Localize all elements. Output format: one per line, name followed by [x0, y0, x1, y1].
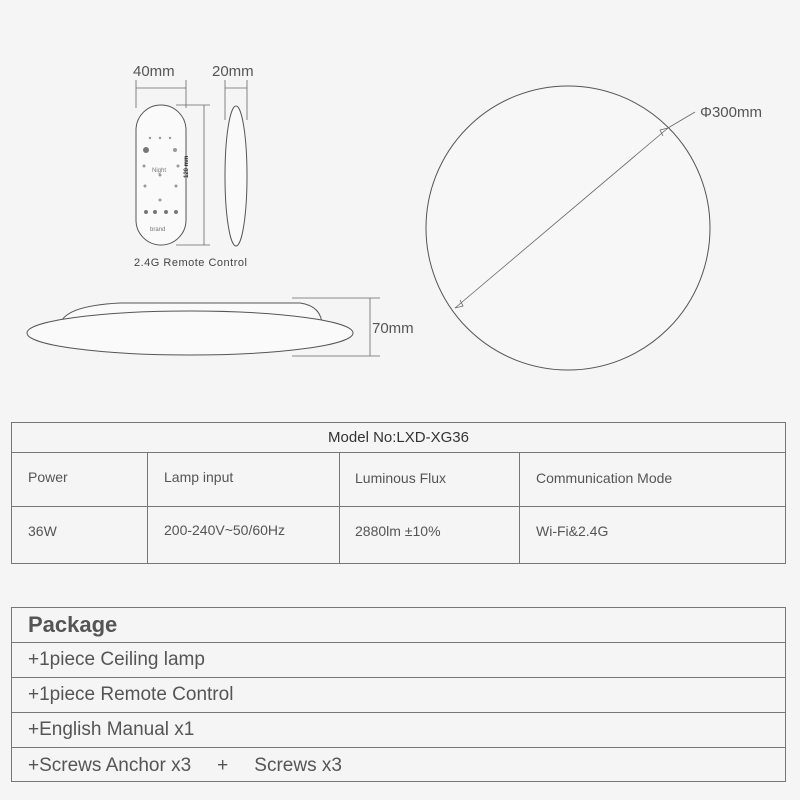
package-table [11, 607, 786, 782]
remote-width-label: 40mm [133, 63, 175, 80]
value-lamp-input: 200-240V~50/60Hz [164, 522, 286, 538]
value-power: 36W [28, 523, 57, 539]
header-lamp-input: Lamp input [164, 469, 234, 485]
remote-caption: 2.4G Remote Control [134, 257, 248, 269]
remote-front-view [136, 105, 186, 245]
header-power: Power [28, 469, 68, 485]
remote-length-label: 120 mm [184, 155, 190, 178]
value-communication-mode: Wi-Fi&2.4G [536, 523, 609, 539]
spec-table [11, 422, 786, 564]
value-luminous-flux: 2880lm ±10% [355, 523, 441, 539]
screws-text: Screws x3 [254, 754, 342, 776]
remote-button-text-1: Night [152, 168, 167, 174]
header-luminous-flux: Luminous Flux [355, 470, 447, 486]
remote-side-view [225, 106, 247, 246]
screws-anchor-text: +Screws Anchor x3 [28, 754, 192, 776]
package-item-ceiling-lamp: +1piece Ceiling lamp [12, 643, 785, 678]
lamp-side-view [27, 303, 353, 355]
model-number: Model No:LXD-XG36 [12, 423, 785, 453]
header-communication-mode: Communication Mode [536, 470, 673, 486]
package-item-manual: +English Manual x1 [12, 713, 785, 748]
package-item-remote-control: +1piece Remote Control [12, 678, 785, 713]
package-title: Package [12, 608, 785, 643]
remote-depth-label: 20mm [212, 63, 254, 80]
spec-grid [12, 453, 785, 563]
lamp-diameter-label: Φ300mm [700, 104, 762, 121]
plus-separator: + [217, 754, 229, 776]
remote-brand-text: brand [150, 227, 166, 233]
lamp-height-label: 70mm [372, 320, 414, 337]
package-item-screws [12, 748, 785, 783]
